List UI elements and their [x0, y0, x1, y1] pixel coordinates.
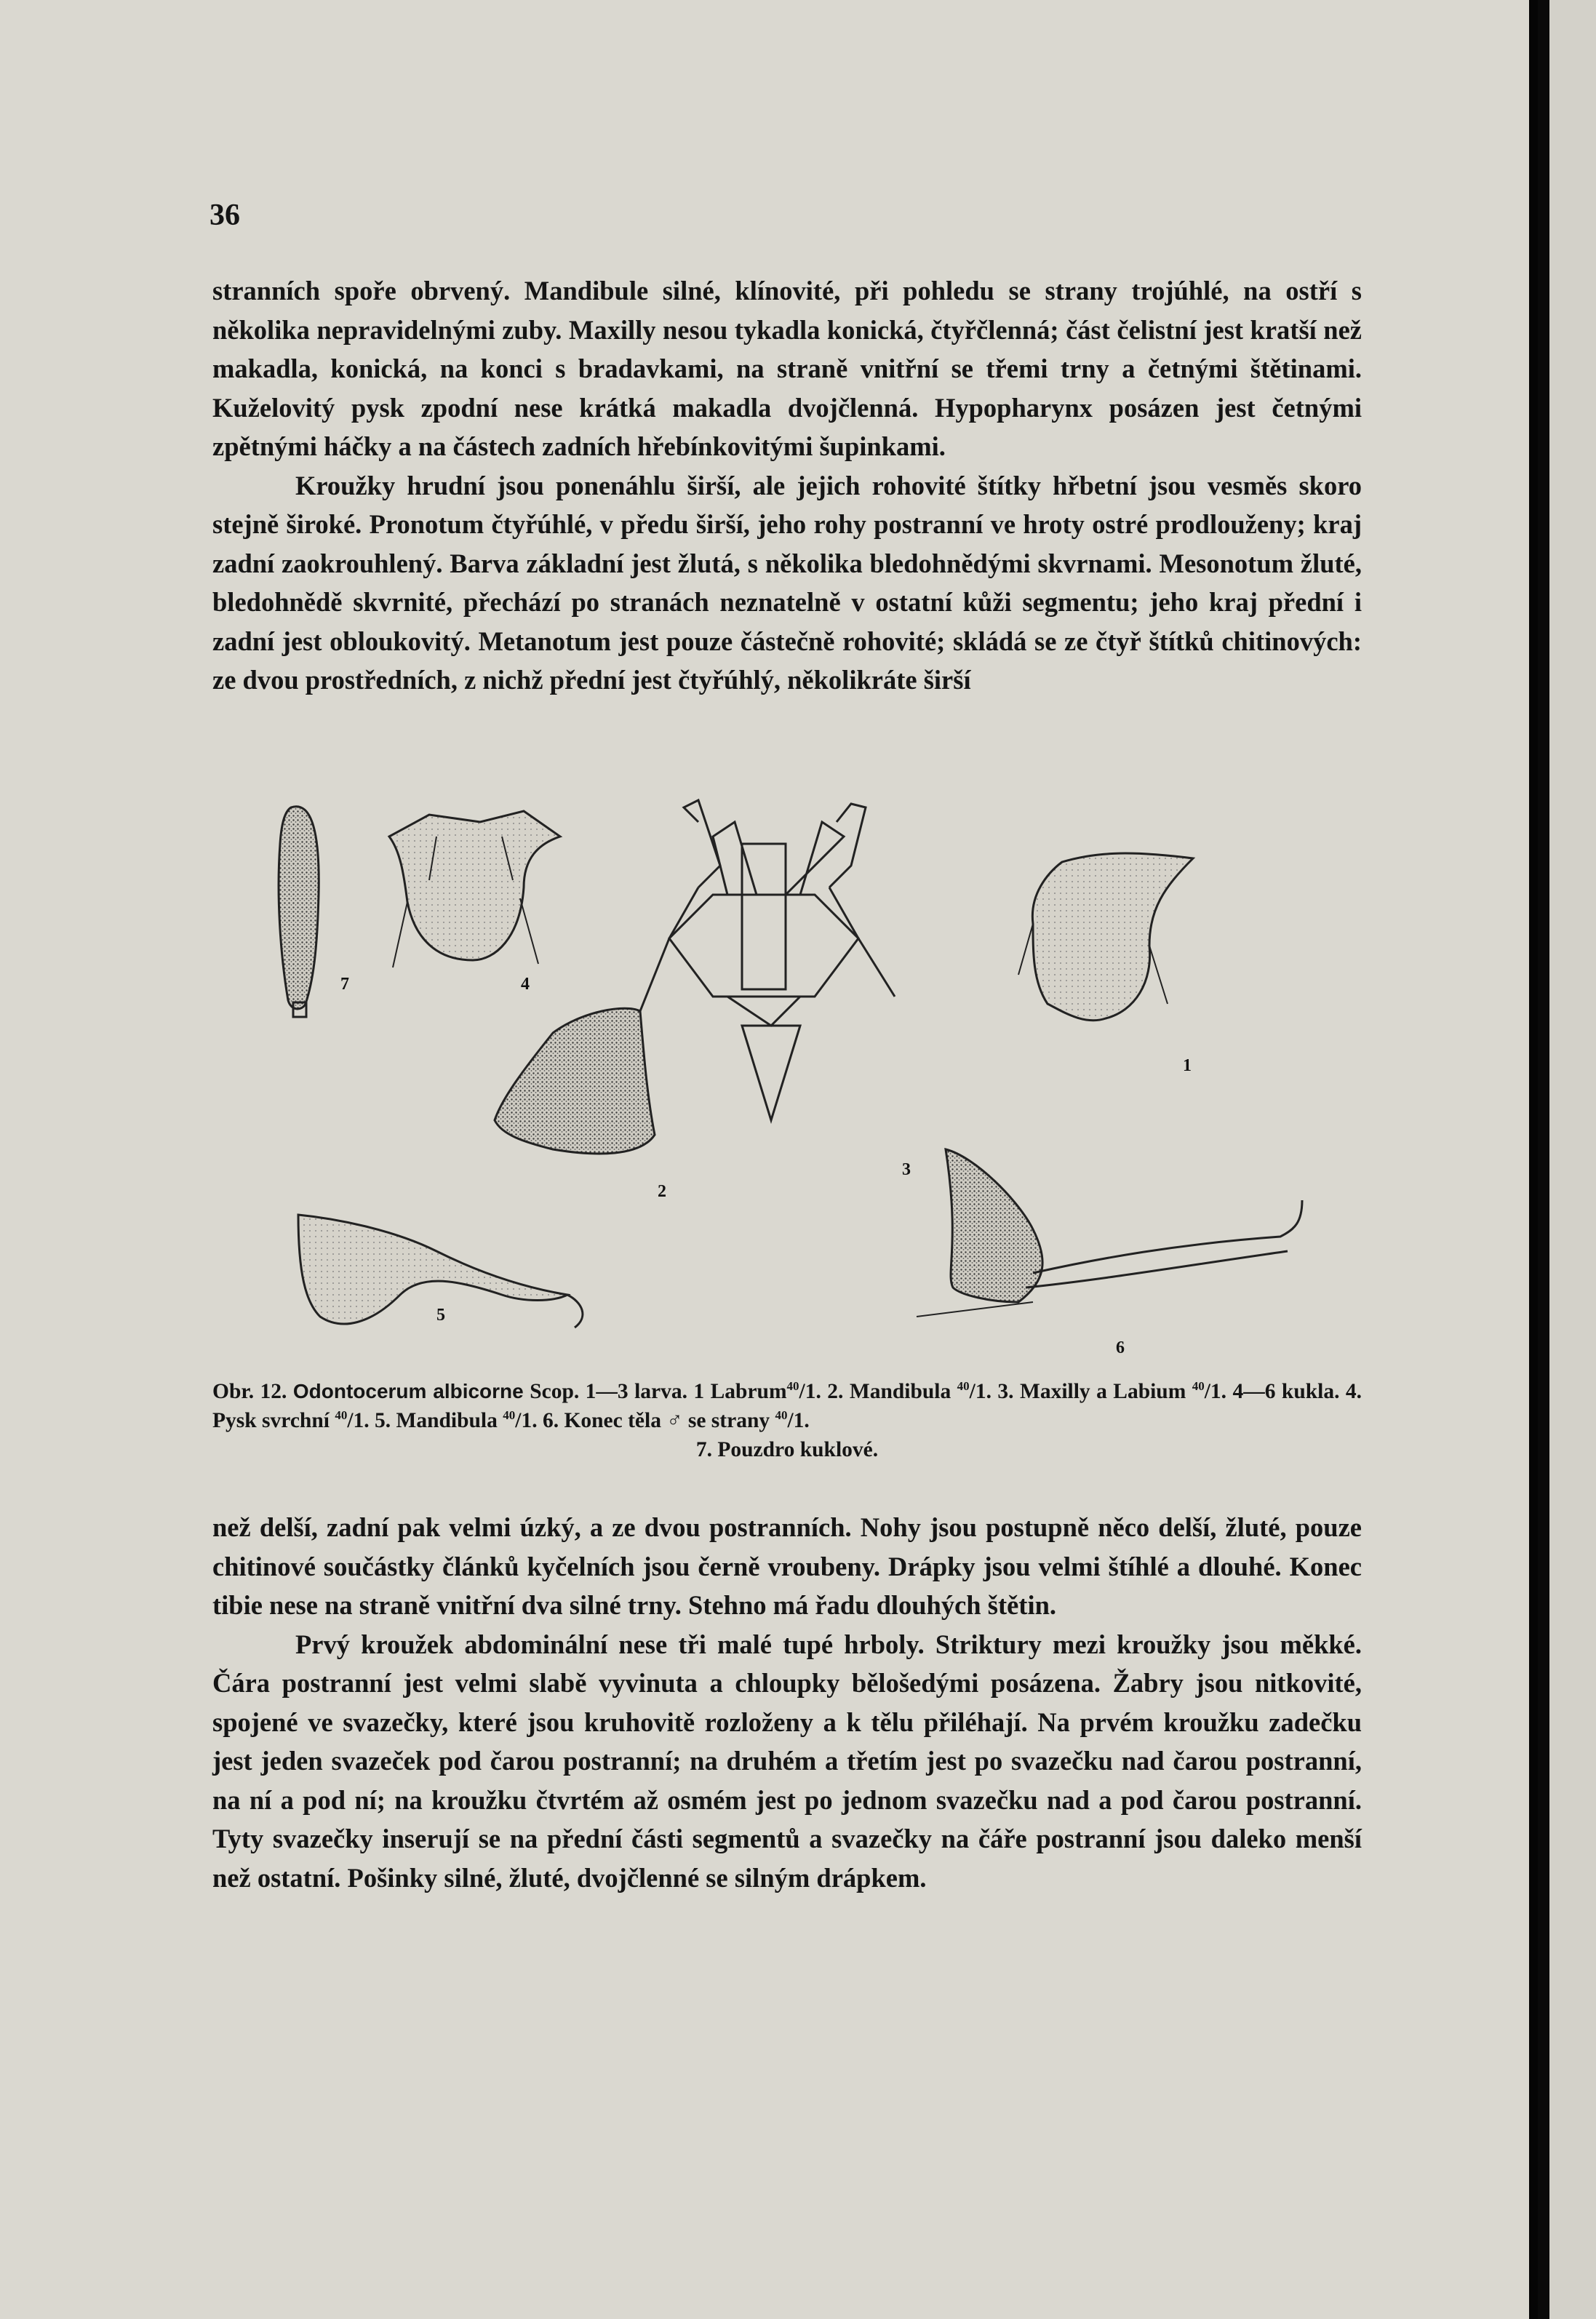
caption-lead: Obr. 12.: [212, 1380, 287, 1403]
drawing-mandible-larva: [495, 1008, 655, 1154]
body-text-lower: [212, 1508, 1362, 1897]
caption-species: Odontocerum albicorne: [292, 1380, 524, 1402]
drawing-labrum: [1018, 853, 1193, 1021]
figure-drawings: [262, 793, 1353, 1360]
figure-label: 6: [1116, 1338, 1125, 1357]
drawing-maxilla-labium: [640, 800, 895, 1120]
figure-label: 4: [521, 975, 530, 994]
caption-magnification: 40: [1192, 1379, 1205, 1394]
figure-label: 7: [340, 975, 349, 994]
caption-magnification: 40: [957, 1379, 970, 1394]
paragraph: Prvý kroužek abdominální nese tři malé tupé hrboly. Striktury mezi kroužky jsou měkké. Čára postranní jest velmi slabě vyvinuta a chloupky bělošedými posázena. Žabry jsou nitkovité, spojené ve svazečky, které jsou kruhovitě rozloženy a k tělu přiléhají. Na prvém kroužku zadečku jest jeden svazeček pod čarou postranní; na druhém a třetím jest po svazečku nad čarou postranní, na ní a pod ní; na kroužku čtvrtém až osmém jest po jednom svazečku nad a pod čarou postranní. Tyty svazečky inserují se na přední části segmentů a svazečky na čáře postranní jsou daleko menší než ostatní. Pošinky silné, žluté, dvojčlenné se silným drápkem.: [212, 1629, 1362, 1893]
caption-part: /1. 2. Mandibula: [799, 1380, 951, 1403]
caption-part: /1. 6. Konec těla ♂ se strany: [515, 1409, 770, 1432]
page-number: 36: [210, 199, 240, 232]
caption-magnification: 40: [775, 1408, 788, 1423]
caption-magnification: 40: [786, 1379, 799, 1394]
caption-magnification: 40: [503, 1408, 516, 1423]
figure-illustration: [262, 793, 1353, 1360]
caption-magnification: 40: [335, 1408, 348, 1423]
paragraph: než delší, zadní pak velmi úzký, a ze dvou postranních. Nohy jsou postupně něco delší, žluté, pouze chitinové součástky článků kyčelních jsou černě vroubeny. Drápky jsou velmi štíhlé a dlouhé. Konec tibie nese na straně vnitřní dva silné trny. Stehno má řadu dlouhých štětin.: [212, 1512, 1362, 1620]
drawing-abdomen-end: [917, 1149, 1302, 1317]
paragraph: stranních spoře obrvený. Mandibule silné, klínovité, při pohledu se strany trojúhlé, na ostří s několika nepravidelnými zuby. Maxilly nesou tykadla konická, čtyřčlenná; část čelistní jest kratší než makadla, konická, na konci s bradavkami, na straně vnitřní se třemi trny a četnými štětinami. Kuželovitý pysk zpodní nese krátká makadla dvojčlenná. Hypopharynx posázen jest četnými zpětnými háčky a na částech zadních hřebínkovitými šupinkami.: [212, 276, 1362, 461]
figure-label: 5: [436, 1306, 445, 1325]
caption-part: /1. 3. Maxilly a Labium: [969, 1380, 1186, 1403]
body-text-upper: [212, 271, 1362, 700]
adjacent-page-edge: [1545, 0, 1596, 2319]
caption-part: Scop. 1—3 larva. 1 Labrum: [530, 1380, 787, 1403]
figure-caption: [212, 1377, 1362, 1464]
caption-last-line: 7. Pouzdro kuklové.: [695, 1438, 879, 1461]
caption-part: /1. 4—6 kukla. 4. Pysk svrchní: [212, 1380, 1362, 1432]
caption-part: /1. 5. Mandibula: [347, 1409, 498, 1432]
figure-label: 2: [658, 1182, 666, 1201]
paragraph: Kroužky hrudní jsou ponenáhlu širší, ale jejich rohovité štítky hřbetní jsou vesměs skoro stejně široké. Pronotum čtyřúhlé, v předu širší, jeho rohy postranní ve hroty ostré prodlouženy; kraj zadní zaokrouhlený. Barva základní jest žlutá, s několika bledohnědými skvrnami. Mesonotum žluté, bledohnědě skvrnité, přechází po stranách neznatelně v ostatní kůži segmentu; jeho kraj přední i zadní jest obloukovitý. Metanotum jest pouze částečně rohovité; skládá se ze čtyř štítků chitinových: ze dvou prostředních, z nichž přední jest čtyřúhlý, několikráte širší: [212, 470, 1362, 695]
figure-label: 3: [902, 1160, 911, 1179]
drawing-labrum-pupa: [389, 811, 560, 967]
caption-part: /1.: [787, 1409, 810, 1432]
drawing-case: [279, 807, 319, 1017]
figure-label: 1: [1183, 1056, 1192, 1075]
